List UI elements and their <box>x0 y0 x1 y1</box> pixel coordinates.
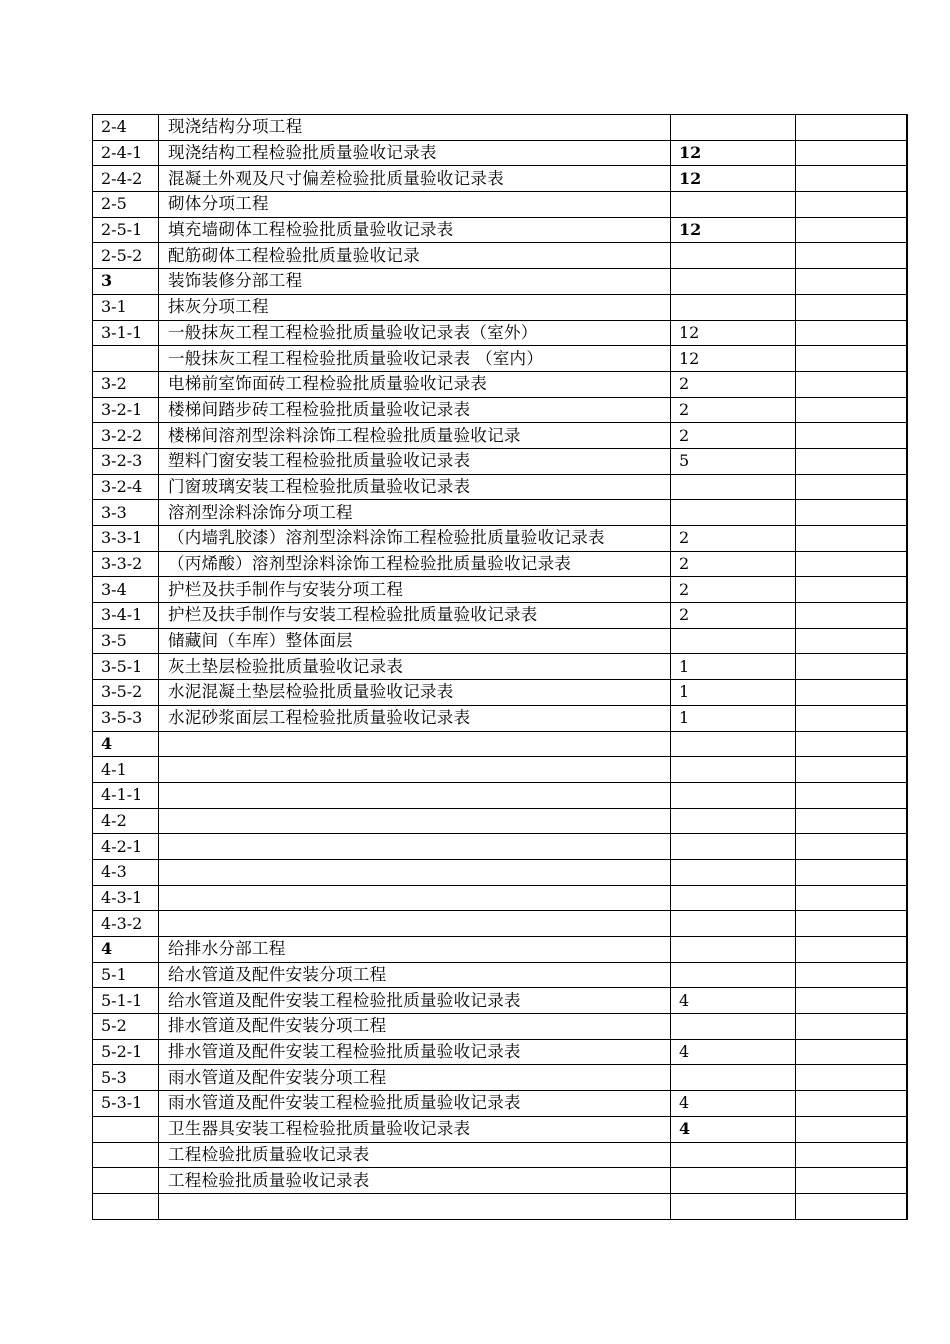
item-title-cell: 配筋砌体工程检验批质量验收记录 <box>159 243 671 269</box>
item-remark-cell <box>796 526 907 552</box>
item-title-cell: 工程检验批质量验收记录表 <box>159 1168 671 1194</box>
item-count-cell: 2 <box>671 397 796 423</box>
table-row <box>93 911 907 937</box>
item-remark-cell <box>796 988 907 1014</box>
item-title-cell: 填充墙砌体工程检验批质量验收记录表 <box>159 217 671 243</box>
item-code-cell: 5-1 <box>93 962 159 988</box>
item-code-cell: 3-2-2 <box>93 423 159 449</box>
item-remark-cell <box>796 243 907 269</box>
item-title-cell: 给水管道及配件安装工程检验批质量验收记录表 <box>159 988 671 1014</box>
item-title-cell: 混凝土外观及尺寸偏差检验批质量验收记录表 <box>159 166 671 192</box>
item-count-cell <box>671 1193 796 1219</box>
table-row <box>93 192 907 218</box>
item-title-cell: 现浇结构分项工程 <box>159 115 671 141</box>
item-remark-cell <box>796 1065 907 1091</box>
item-remark-cell <box>796 1116 907 1142</box>
item-count-cell <box>671 937 796 963</box>
table-row <box>93 654 907 680</box>
item-title-cell <box>159 808 671 834</box>
item-count-cell <box>671 834 796 860</box>
table-row <box>93 526 907 552</box>
item-code-cell: 3-3-2 <box>93 551 159 577</box>
item-title-cell: 水泥混凝土垫层检验批质量验收记录表 <box>159 680 671 706</box>
item-code-cell: 4-3 <box>93 859 159 885</box>
item-count-cell <box>671 782 796 808</box>
table-row <box>93 782 907 808</box>
item-title-cell <box>159 885 671 911</box>
item-title-cell <box>159 731 671 757</box>
item-remark-cell <box>796 808 907 834</box>
item-count-cell <box>671 911 796 937</box>
item-title-cell: 水泥砂浆面层工程检验批质量验收记录表 <box>159 705 671 731</box>
item-count-cell <box>671 500 796 526</box>
item-code-cell: 3-2 <box>93 371 159 397</box>
item-count-cell: 5 <box>671 448 796 474</box>
item-title-cell: 门窗玻璃安装工程检验批质量验收记录表 <box>159 474 671 500</box>
item-count-cell <box>671 757 796 783</box>
item-code-cell: 3-1-1 <box>93 320 159 346</box>
item-code-cell: 3-4 <box>93 577 159 603</box>
table-body <box>93 115 907 1220</box>
item-title-cell: 工程检验批质量验收记录表 <box>159 1142 671 1168</box>
item-code-cell: 3-1 <box>93 294 159 320</box>
item-code-cell: 3 <box>93 269 159 295</box>
table-row <box>93 294 907 320</box>
item-title-cell: 给排水分部工程 <box>159 937 671 963</box>
item-remark-cell <box>796 705 907 731</box>
item-remark-cell <box>796 1142 907 1168</box>
item-code-cell: 3-5-2 <box>93 680 159 706</box>
item-remark-cell <box>796 911 907 937</box>
table-row <box>93 757 907 783</box>
item-code-cell: 3-3 <box>93 500 159 526</box>
item-count-cell: 2 <box>671 526 796 552</box>
item-remark-cell <box>796 115 907 141</box>
item-title-cell: 护栏及扶手制作与安装工程检验批质量验收记录表 <box>159 603 671 629</box>
item-remark-cell <box>796 192 907 218</box>
item-remark-cell <box>796 1091 907 1117</box>
item-title-cell: 护栏及扶手制作与安装分项工程 <box>159 577 671 603</box>
item-code-cell: 2-5-1 <box>93 217 159 243</box>
table-row <box>93 859 907 885</box>
item-title-cell: 雨水管道及配件安装分项工程 <box>159 1065 671 1091</box>
item-code-cell <box>93 346 159 372</box>
item-count-cell: 4 <box>671 1039 796 1065</box>
item-count-cell <box>671 192 796 218</box>
item-title-cell: 排水管道及配件安装工程检验批质量验收记录表 <box>159 1039 671 1065</box>
item-code-cell: 4-1 <box>93 757 159 783</box>
table-row <box>93 217 907 243</box>
item-count-cell: 12 <box>671 320 796 346</box>
item-remark-cell <box>796 500 907 526</box>
item-count-cell: 12 <box>671 346 796 372</box>
item-code-cell: 2-4 <box>93 115 159 141</box>
item-remark-cell <box>796 346 907 372</box>
table-row <box>93 962 907 988</box>
table-row <box>93 680 907 706</box>
item-code-cell: 5-2-1 <box>93 1039 159 1065</box>
item-code-cell: 5-3 <box>93 1065 159 1091</box>
table-row <box>93 1091 907 1117</box>
item-code-cell: 4-2 <box>93 808 159 834</box>
item-remark-cell <box>796 577 907 603</box>
item-code-cell: 3-5 <box>93 628 159 654</box>
item-remark-cell <box>796 448 907 474</box>
item-code-cell: 2-5 <box>93 192 159 218</box>
item-title-cell <box>159 834 671 860</box>
table-row <box>93 269 907 295</box>
item-count-cell: 2 <box>671 371 796 397</box>
item-count-cell <box>671 1065 796 1091</box>
item-code-cell <box>93 1142 159 1168</box>
item-remark-cell <box>796 654 907 680</box>
item-count-cell: 2 <box>671 577 796 603</box>
table-row <box>93 1039 907 1065</box>
table-row <box>93 346 907 372</box>
item-remark-cell <box>796 859 907 885</box>
item-title-cell: 塑料门窗安装工程检验批质量验收记录表 <box>159 448 671 474</box>
item-count-cell <box>671 628 796 654</box>
item-title-cell: 现浇结构工程检验批质量验收记录表 <box>159 140 671 166</box>
item-remark-cell <box>796 397 907 423</box>
table-row <box>93 500 907 526</box>
item-remark-cell <box>796 371 907 397</box>
item-code-cell: 3-3-1 <box>93 526 159 552</box>
item-count-cell <box>671 885 796 911</box>
item-code-cell <box>93 1116 159 1142</box>
item-remark-cell <box>796 603 907 629</box>
item-remark-cell <box>796 551 907 577</box>
item-title-cell: 楼梯间溶剂型涂料涂饰工程检验批质量验收记录 <box>159 423 671 449</box>
table-row <box>93 166 907 192</box>
table-row <box>93 474 907 500</box>
item-count-cell: 1 <box>671 705 796 731</box>
item-title-cell: 储藏间（车库）整体面层 <box>159 628 671 654</box>
item-remark-cell <box>796 1193 907 1219</box>
item-code-cell: 4-3-1 <box>93 885 159 911</box>
table-row <box>93 371 907 397</box>
item-title-cell: （内墙乳胶漆）溶剂型涂料涂饰工程检验批质量验收记录表 <box>159 526 671 552</box>
item-remark-cell <box>796 320 907 346</box>
inspection-record-table <box>92 114 908 1220</box>
item-code-cell: 3-4-1 <box>93 603 159 629</box>
item-count-cell <box>671 474 796 500</box>
item-title-cell <box>159 782 671 808</box>
item-count-cell <box>671 115 796 141</box>
item-code-cell: 5-1-1 <box>93 988 159 1014</box>
item-code-cell: 2-4-1 <box>93 140 159 166</box>
item-count-cell <box>671 1142 796 1168</box>
item-title-cell: 装饰装修分部工程 <box>159 269 671 295</box>
table-row <box>93 731 907 757</box>
item-title-cell <box>159 1193 671 1219</box>
table-row <box>93 1193 907 1219</box>
item-remark-cell <box>796 782 907 808</box>
table-row <box>93 397 907 423</box>
item-remark-cell <box>796 474 907 500</box>
item-code-cell: 5-3-1 <box>93 1091 159 1117</box>
item-remark-cell <box>796 937 907 963</box>
item-title-cell: （丙烯酸）溶剂型涂料涂饰工程检验批质量验收记录表 <box>159 551 671 577</box>
item-title-cell: 灰土垫层检验批质量验收记录表 <box>159 654 671 680</box>
item-remark-cell <box>796 1168 907 1194</box>
item-count-cell <box>671 243 796 269</box>
table-row <box>93 551 907 577</box>
table-row <box>93 320 907 346</box>
item-title-cell: 排水管道及配件安装分项工程 <box>159 1014 671 1040</box>
item-code-cell: 3-2-4 <box>93 474 159 500</box>
item-count-cell <box>671 808 796 834</box>
item-count-cell: 12 <box>671 140 796 166</box>
item-title-cell: 楼梯间踏步砖工程检验批质量验收记录表 <box>159 397 671 423</box>
item-code-cell: 4 <box>93 937 159 963</box>
item-title-cell: 一般抹灰工程工程检验批质量验收记录表 （室内） <box>159 346 671 372</box>
item-remark-cell <box>796 423 907 449</box>
table-row <box>93 423 907 449</box>
table-row <box>93 1065 907 1091</box>
item-title-cell <box>159 859 671 885</box>
item-count-cell: 4 <box>671 988 796 1014</box>
item-count-cell <box>671 1168 796 1194</box>
table-row <box>93 243 907 269</box>
item-count-cell <box>671 962 796 988</box>
item-count-cell: 2 <box>671 423 796 449</box>
table-row <box>93 628 907 654</box>
item-title-cell: 雨水管道及配件安装工程检验批质量验收记录表 <box>159 1091 671 1117</box>
item-remark-cell <box>796 294 907 320</box>
item-code-cell: 5-2 <box>93 1014 159 1040</box>
item-remark-cell <box>796 731 907 757</box>
table-row <box>93 834 907 860</box>
item-count-cell: 1 <box>671 680 796 706</box>
item-count-cell: 4 <box>671 1116 796 1142</box>
item-count-cell <box>671 859 796 885</box>
item-count-cell <box>671 269 796 295</box>
item-code-cell: 4-1-1 <box>93 782 159 808</box>
item-remark-cell <box>796 757 907 783</box>
item-title-cell <box>159 757 671 783</box>
item-title-cell: 电梯前室饰面砖工程检验批质量验收记录表 <box>159 371 671 397</box>
table-row <box>93 448 907 474</box>
item-count-cell: 2 <box>671 551 796 577</box>
table-row <box>93 988 907 1014</box>
item-remark-cell <box>796 834 907 860</box>
table-row <box>93 937 907 963</box>
item-remark-cell <box>796 217 907 243</box>
item-title-cell: 砌体分项工程 <box>159 192 671 218</box>
item-title-cell: 溶剂型涂料涂饰分项工程 <box>159 500 671 526</box>
table-row <box>93 1116 907 1142</box>
item-remark-cell <box>796 166 907 192</box>
item-code-cell: 3-2-1 <box>93 397 159 423</box>
table-row <box>93 1014 907 1040</box>
table-row <box>93 115 907 141</box>
item-remark-cell <box>796 140 907 166</box>
item-count-cell: 12 <box>671 166 796 192</box>
table-row <box>93 1168 907 1194</box>
item-code-cell: 3-2-3 <box>93 448 159 474</box>
table-row <box>93 603 907 629</box>
item-code-cell: 4-3-2 <box>93 911 159 937</box>
table-row <box>93 140 907 166</box>
item-remark-cell <box>796 680 907 706</box>
item-title-cell: 抹灰分项工程 <box>159 294 671 320</box>
table-row <box>93 577 907 603</box>
item-count-cell <box>671 1014 796 1040</box>
item-code-cell: 2-5-2 <box>93 243 159 269</box>
table-row <box>93 705 907 731</box>
item-code-cell <box>93 1193 159 1219</box>
item-count-cell: 2 <box>671 603 796 629</box>
item-remark-cell <box>796 1039 907 1065</box>
item-remark-cell <box>796 962 907 988</box>
item-count-cell <box>671 294 796 320</box>
item-code-cell <box>93 1168 159 1194</box>
item-code-cell: 3-5-1 <box>93 654 159 680</box>
item-code-cell: 3-5-3 <box>93 705 159 731</box>
item-count-cell: 12 <box>671 217 796 243</box>
table-row <box>93 808 907 834</box>
item-count-cell: 4 <box>671 1091 796 1117</box>
item-count-cell <box>671 731 796 757</box>
item-remark-cell <box>796 885 907 911</box>
item-title-cell: 一般抹灰工程工程检验批质量验收记录表（室外） <box>159 320 671 346</box>
item-count-cell: 1 <box>671 654 796 680</box>
table-row <box>93 885 907 911</box>
item-remark-cell <box>796 1014 907 1040</box>
item-remark-cell <box>796 269 907 295</box>
item-code-cell: 2-4-2 <box>93 166 159 192</box>
item-title-cell: 卫生器具安装工程检验批质量验收记录表 <box>159 1116 671 1142</box>
item-title-cell: 给水管道及配件安装分项工程 <box>159 962 671 988</box>
table-row <box>93 1142 907 1168</box>
item-code-cell: 4-2-1 <box>93 834 159 860</box>
item-remark-cell <box>796 628 907 654</box>
item-code-cell: 4 <box>93 731 159 757</box>
item-title-cell <box>159 911 671 937</box>
